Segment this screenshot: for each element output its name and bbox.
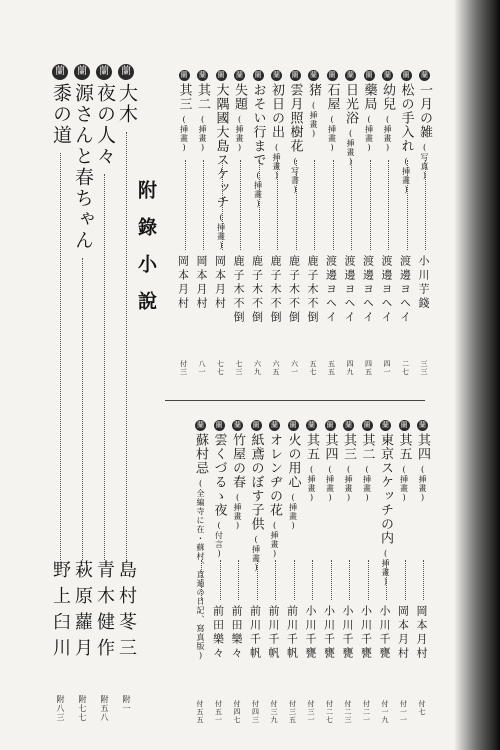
entry-title: 松の手入れ (398, 83, 414, 153)
entry-page: 付四七 (233, 700, 241, 724)
item-mark-icon: 蘭 (52, 64, 68, 80)
entry-page: 付三一 (307, 700, 315, 724)
entry-page: 付五一 (214, 700, 223, 724)
novel-author: 野上臼川 (50, 560, 71, 664)
entry-author: 岡本月村 (396, 605, 410, 661)
entry-page: 四九 (346, 360, 354, 376)
entry-author: 渡邊ヨヘイ (343, 255, 356, 325)
entry-author: 鹿子木不倒 (306, 255, 319, 325)
item-mark-icon: 蘭 (326, 421, 334, 429)
entry-author: 鹿子木不倒 (269, 255, 282, 325)
entry-author: 鹿子木不倒 (250, 255, 264, 325)
entry-note: (挿畫) (327, 115, 337, 153)
item-mark-icon: 蘭 (402, 71, 410, 79)
dotted-leader (351, 160, 352, 250)
dotted-leader (104, 174, 105, 560)
entry-page: 付一九 (381, 700, 389, 724)
entry-note: (挿畫) (272, 143, 281, 181)
entry-author: 鹿子木不倒 (287, 255, 301, 325)
entry-note: (挿畫) (216, 213, 226, 251)
entry-title: 其三 (341, 433, 356, 461)
entry-note: (写真) (420, 143, 429, 181)
entry-page: 八一 (198, 360, 206, 376)
entry-author: 小川千甕 (304, 605, 317, 661)
item-mark-icon: 蘭 (197, 421, 204, 429)
entry-note: (挿畫) (383, 115, 392, 153)
dotted-leader (407, 160, 408, 250)
item-mark-icon: 蘭 (345, 421, 352, 429)
entry-note: (挿畫) (307, 465, 316, 503)
item-mark-icon: 蘭 (236, 71, 243, 79)
entry-title: 蘇村忌 (193, 433, 208, 475)
item-mark-icon: 蘭 (419, 421, 426, 429)
dotted-leader (185, 160, 186, 250)
entry-page: 付四三 (251, 700, 260, 724)
dotted-leader (240, 160, 241, 250)
dotted-leader (82, 258, 83, 560)
entry-note: (挿畫) (346, 129, 355, 167)
entry-author: 渡邊ヨヘイ (398, 255, 412, 325)
entry-page: 付二一 (362, 700, 371, 724)
entry-page: 付七 (418, 700, 426, 716)
entry-author: 渡邊ヨヘイ (380, 255, 393, 325)
entry-author: 小川千甕 (378, 605, 391, 661)
entry-note: (挿畫) (233, 493, 242, 531)
item-mark-icon: 蘭 (234, 421, 241, 429)
section-rule (165, 400, 425, 401)
entry-author: 岡本月村 (415, 605, 428, 661)
dotted-leader (201, 560, 202, 600)
dotted-leader (294, 560, 295, 600)
item-mark-icon: 蘭 (217, 71, 225, 79)
dotted-leader (312, 560, 313, 600)
entry-author: 岡本月村 (176, 255, 190, 311)
dotted-leader (331, 560, 332, 600)
entry-note: (挿畫) (270, 521, 279, 559)
dotted-leader (425, 160, 426, 250)
entry-title: 其三 (176, 83, 192, 111)
entry-page: 五五 (327, 360, 336, 376)
item-mark-icon: 蘭 (271, 421, 278, 429)
item-mark-icon: 蘭 (384, 71, 391, 79)
entry-page: 付五五 (196, 700, 204, 724)
entry-author: 前川千帆 (248, 605, 262, 661)
dotted-leader (259, 160, 260, 250)
dotted-leader (220, 560, 221, 600)
entry-author: 渡邊ヨヘイ (324, 255, 338, 325)
entry-page: 付三五 (288, 700, 297, 724)
entry-title: 紙鳶のぼす子供 (248, 433, 264, 531)
novel-title: 黍の道 (50, 83, 72, 146)
entry-author: 渡邊ヨヘイ (361, 255, 375, 325)
dotted-leader (314, 160, 315, 250)
dotted-leader (386, 560, 387, 600)
item-mark-icon: 蘭 (310, 71, 317, 79)
entry-author: 岡本月村 (213, 255, 227, 311)
entry-page: 四五 (364, 360, 373, 376)
dotted-leader (423, 560, 424, 600)
entry-title: オレンヂの花 (267, 433, 282, 517)
entry-page: 六一 (290, 360, 299, 376)
entry-title: 大隅國大島スケッチ (213, 83, 229, 209)
entry-author: 岡本月村 (195, 255, 208, 311)
entry-author: 前川千帆 (285, 605, 299, 661)
entry-note: (写書) (290, 157, 300, 195)
entry-note: (挿畫) (401, 157, 411, 195)
entry-note: (挿畫) (362, 465, 372, 503)
dotted-leader (60, 153, 61, 560)
entry-title: 其五 (396, 433, 412, 461)
entry-note: (挿畫) (198, 115, 207, 153)
entry-note: (挿畫) (235, 115, 244, 153)
entry-title: 日光浴 (343, 83, 358, 125)
item-mark-icon: 蘭 (273, 71, 280, 79)
dotted-leader (296, 160, 297, 250)
entry-author: 前川千帆 (267, 605, 280, 661)
entry-author: 小川千甕 (341, 605, 354, 661)
dotted-leader (126, 132, 127, 560)
item-mark-icon: 蘭 (363, 421, 371, 429)
dotted-leader (275, 560, 276, 600)
entry-page: 付三九 (270, 700, 278, 724)
dotted-leader (388, 160, 389, 250)
entry-title: 其二 (195, 83, 210, 111)
dotted-leader (222, 160, 223, 250)
novel-author: 青木健作 (94, 560, 115, 664)
entry-author: 小川千甕 (359, 605, 373, 661)
entry-note: (挿畫) (309, 101, 318, 139)
novel-author: 萩原蘿月 (72, 560, 93, 664)
novel-page: 附一 (122, 695, 131, 713)
entry-page: 七七 (216, 360, 225, 376)
item-mark-icon: 蘭 (199, 71, 206, 79)
entry-note: (挿畫) (399, 465, 409, 503)
entry-title: おそい行まで (250, 83, 266, 167)
entry-title: 其五 (304, 433, 319, 461)
entry-page: 付一一 (399, 700, 408, 724)
entry-note: (全編寺に在・蘇村、直遁の日記、寫真版) (196, 479, 205, 661)
dotted-leader (405, 560, 406, 600)
item-mark-icon: 蘭 (421, 71, 428, 79)
novel-title: 大木 (116, 83, 138, 125)
entry-title: 雲月照樹花 (287, 83, 303, 153)
entry-page: 付二七 (325, 700, 334, 724)
item-mark-icon: 蘭 (382, 421, 389, 429)
novel-title: 夜の人々 (94, 83, 116, 167)
entry-title: 其四 (322, 433, 338, 461)
entry-title: 石屋 (324, 83, 340, 111)
item-mark-icon: 蘭 (308, 421, 315, 429)
entry-title: 竹屋の春 (230, 433, 245, 489)
novel-page: 附五八 (100, 695, 109, 722)
item-mark-icon: 蘭 (180, 71, 188, 79)
entry-note: (付言) (214, 521, 224, 559)
entry-author: 小川芋錢 (417, 255, 430, 311)
item-mark-icon: 蘭 (347, 71, 354, 79)
item-mark-icon: 蘭 (291, 71, 299, 79)
dotted-leader (257, 560, 258, 600)
entry-author: 鹿子木不倒 (232, 255, 245, 325)
entry-note: (挿畫) (179, 115, 189, 153)
entry-note: (挿畫) (288, 493, 298, 531)
entry-page: 二七 (401, 360, 410, 376)
item-mark-icon: 蘭 (289, 421, 297, 429)
entry-page: 五七 (309, 360, 317, 376)
entry-title: 其四 (415, 433, 430, 461)
dotted-leader (333, 160, 334, 250)
book-spine-shadow (454, 0, 500, 750)
dotted-leader (370, 160, 371, 250)
entry-author: 小川千甕 (322, 605, 336, 661)
novel-page: 附八三 (56, 695, 65, 722)
entry-page: 六九 (253, 360, 262, 376)
item-mark-icon: 蘭 (74, 64, 90, 80)
novel-author: 島村苳三 (116, 560, 137, 664)
entry-page: 三三 (420, 360, 428, 376)
entry-note: (挿畫) (344, 465, 353, 503)
entry-title: 藥局 (361, 83, 377, 111)
item-mark-icon: 蘭 (328, 71, 336, 79)
entry-title: 其二 (359, 433, 375, 461)
item-mark-icon: 蘭 (400, 421, 408, 429)
appendix-heading: 附錄小說 (135, 180, 157, 328)
entry-title: 幼兒 (380, 83, 395, 111)
entry-title: 東京スケッチの内 (378, 433, 393, 545)
entry-note: (挿畫) (253, 171, 263, 209)
dotted-leader (368, 560, 369, 600)
entry-page: 付三 (179, 360, 188, 376)
entry-title: 初日の出 (269, 83, 284, 139)
entry-title: 雲くづるゝ夜 (211, 433, 227, 517)
entry-note: (挿畫) (381, 549, 390, 587)
entry-title: 一月の雑 (417, 83, 432, 139)
item-mark-icon: 蘭 (118, 64, 134, 80)
entry-title: 火の用心 (285, 433, 301, 489)
dotted-leader (238, 560, 239, 600)
entry-note: (挿畫) (364, 115, 374, 153)
item-mark-icon: 蘭 (254, 71, 262, 79)
entry-note: (挿畫) (325, 465, 335, 503)
dotted-leader (277, 160, 278, 250)
entry-page: 四一 (383, 360, 391, 376)
entry-title: 猪 (306, 83, 321, 97)
entry-author: 前田樂々 (211, 605, 225, 661)
entry-page: 六五 (272, 360, 280, 376)
dotted-leader (349, 560, 350, 600)
item-mark-icon: 蘭 (215, 421, 223, 429)
entry-author: 前田樂々 (230, 605, 243, 661)
entry-title: 失題 (232, 83, 247, 111)
novel-title: 源さんと春ちゃん (72, 83, 94, 251)
item-mark-icon: 蘭 (252, 421, 260, 429)
novel-page: 附七七 (78, 695, 87, 722)
dotted-leader (203, 160, 204, 250)
item-mark-icon: 蘭 (365, 71, 373, 79)
entry-page: 七三 (235, 360, 243, 376)
entry-page: 付二三 (344, 700, 352, 724)
entry-note: (挿畫) (251, 535, 261, 573)
entry-note: (挿畫) (418, 465, 427, 503)
item-mark-icon: 蘭 (96, 64, 112, 80)
